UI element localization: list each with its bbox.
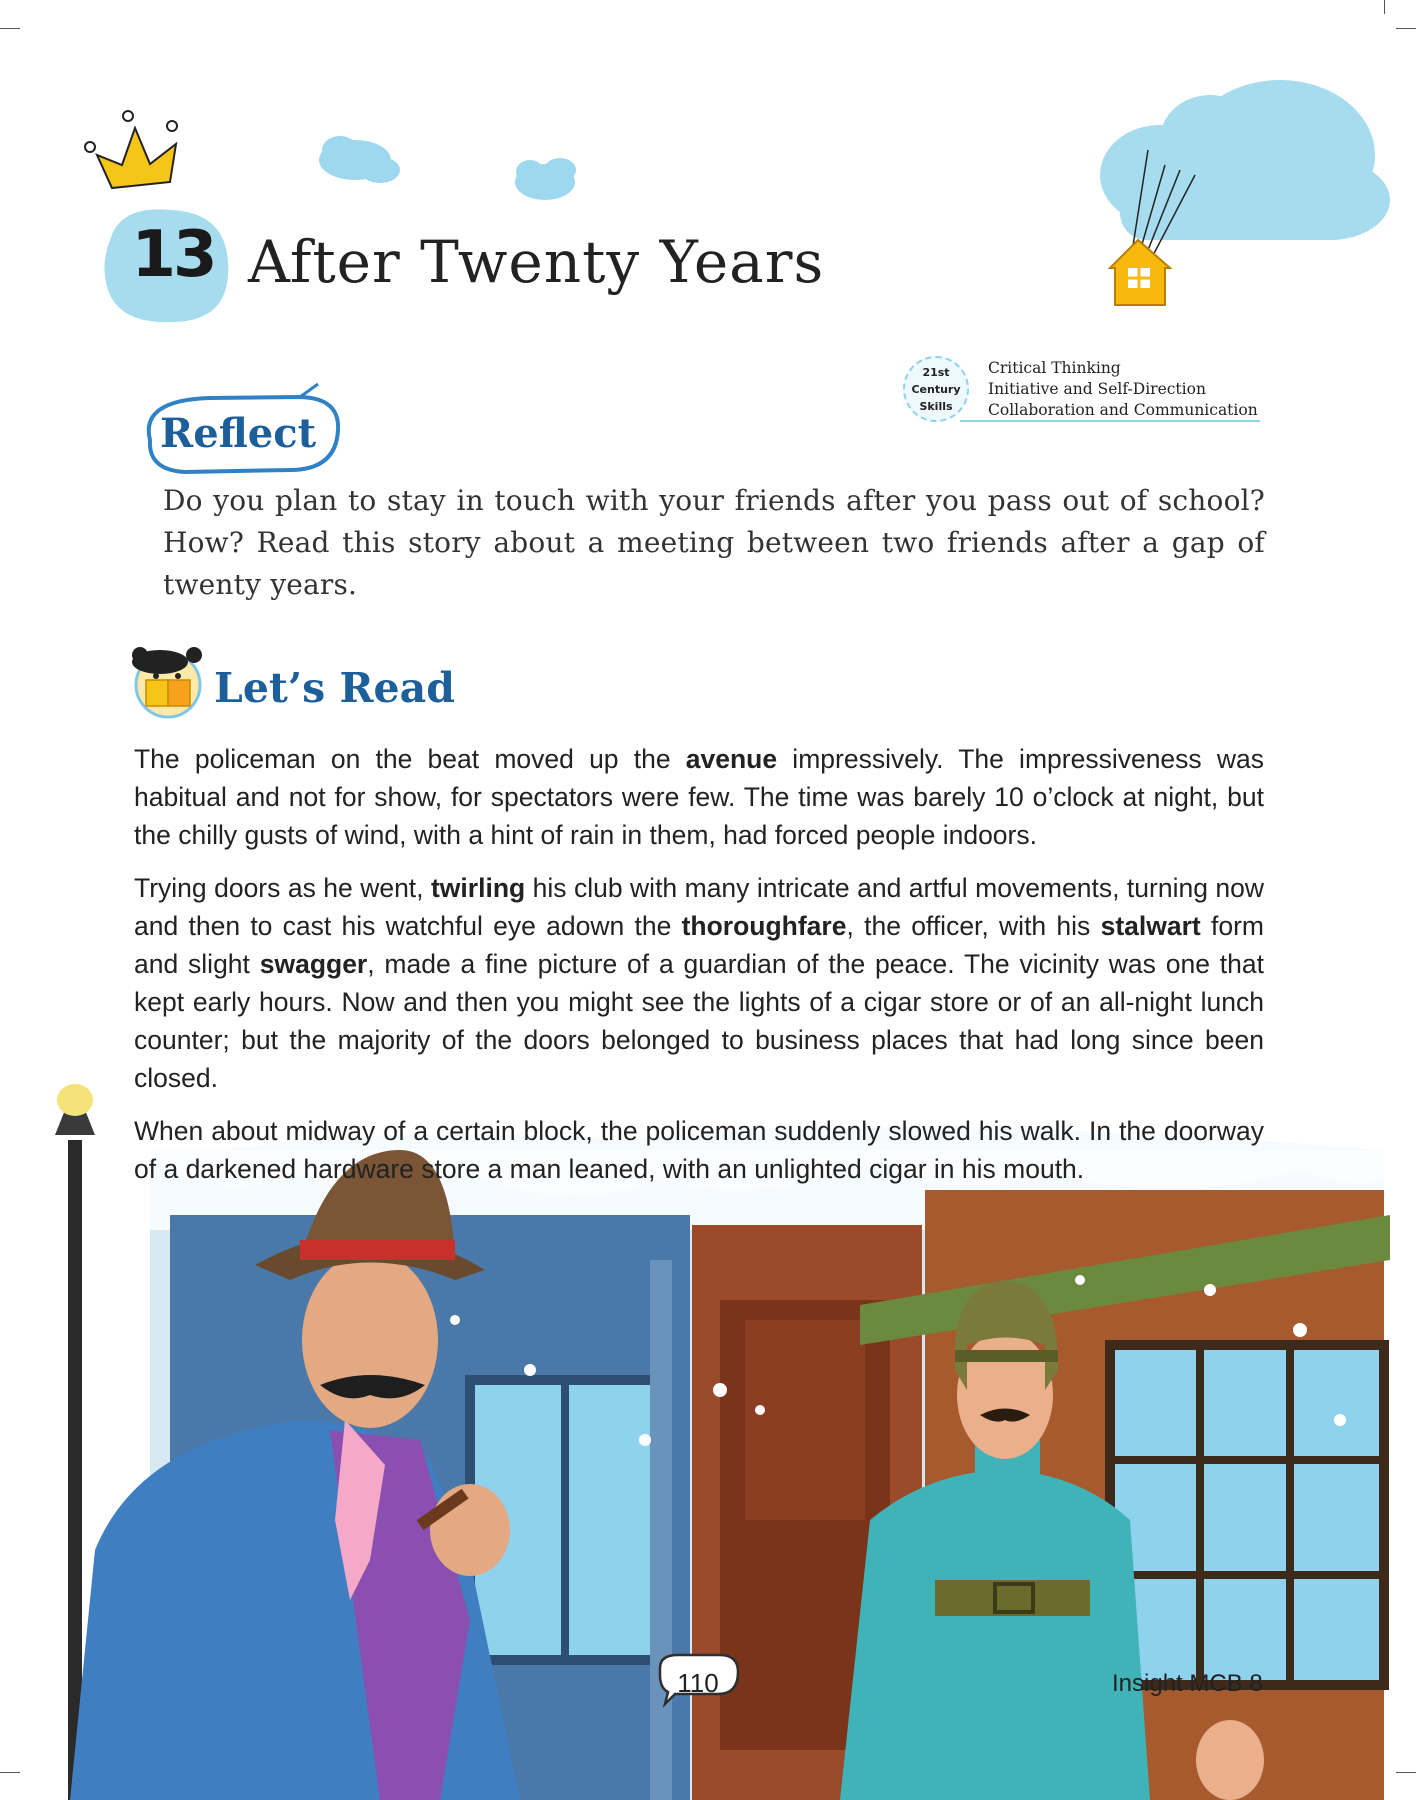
vocabulary-word: twirling	[430, 873, 526, 903]
story-text: Trying doors as he went,	[134, 873, 431, 903]
skills-list-item: Initiative and Self-Direction	[988, 380, 1206, 398]
skills-badge-line: Skills	[919, 400, 953, 413]
cloud-house-icon	[1100, 80, 1390, 305]
story-text: impressively. The impressiveness was habitual and not for show, for spectators were few. The time was barely 10 o’clock at night, but the chilly gusts of wind, with a hint of rain in them, had forced people indoors.	[134, 744, 1264, 850]
story-text: his club with many intricate and artful movements, turning now and then to cast his watchful eye adown the	[134, 873, 1264, 941]
reflect-heading: Reflect	[160, 410, 317, 457]
crown-icon	[85, 111, 177, 188]
story-paragraph	[134, 869, 1264, 1097]
skills-list	[988, 358, 1258, 421]
skills-badge-line: Century	[911, 383, 961, 396]
lets-read-heading: Let’s Read	[214, 664, 455, 712]
vocabulary-word: swagger	[259, 949, 368, 979]
chapter-title: After Twenty Years	[248, 228, 825, 296]
story-text: When about midway of a certain block, the policeman suddenly slowed his walk. In the doorway of a darkened hardware store a man leaned, with an unlighted cigar in his mouth.	[134, 1116, 1264, 1184]
skills-divider	[960, 420, 1260, 422]
story-paragraph	[134, 1112, 1264, 1188]
book-title: Insight MCB 8	[1112, 1670, 1263, 1697]
vocabulary-word: stalwart	[1100, 911, 1201, 941]
page-number: 110	[677, 1668, 719, 1698]
story-text: , made a fine picture of a guardian of the peace. The vicinity was one that kept early hours. Now and then you might see the lights of a cigar store or of an all-night lunch counter; but the majority of the doors belonged to business places that had long since been closed.	[134, 949, 1264, 1093]
skills-badge	[903, 356, 969, 422]
vocabulary-word: avenue	[685, 744, 778, 774]
story-text: form and slight	[134, 911, 1264, 979]
vocabulary-word: thoroughfare	[681, 911, 847, 941]
reader-mascot-icon	[132, 647, 202, 717]
small-cloud-icon	[319, 136, 400, 183]
story-paragraph	[134, 740, 1264, 854]
skills-list-item: Critical Thinking	[988, 359, 1121, 377]
story-text: The policeman on the beat moved up the	[134, 744, 686, 774]
skills-badge-line: 21st	[922, 366, 950, 379]
small-cloud-icon	[515, 158, 576, 200]
reflect-text: Do you plan to stay in touch with your friends after you pass out of school? How? Read this story about a meeting between two friends after a gap of twenty years.	[163, 484, 1265, 601]
story-text: , the officer, with his	[846, 911, 1101, 941]
skills-list-item: Collaboration and Communication	[988, 401, 1258, 419]
story-body	[134, 740, 1264, 1203]
chapter-number: 13	[131, 218, 215, 292]
